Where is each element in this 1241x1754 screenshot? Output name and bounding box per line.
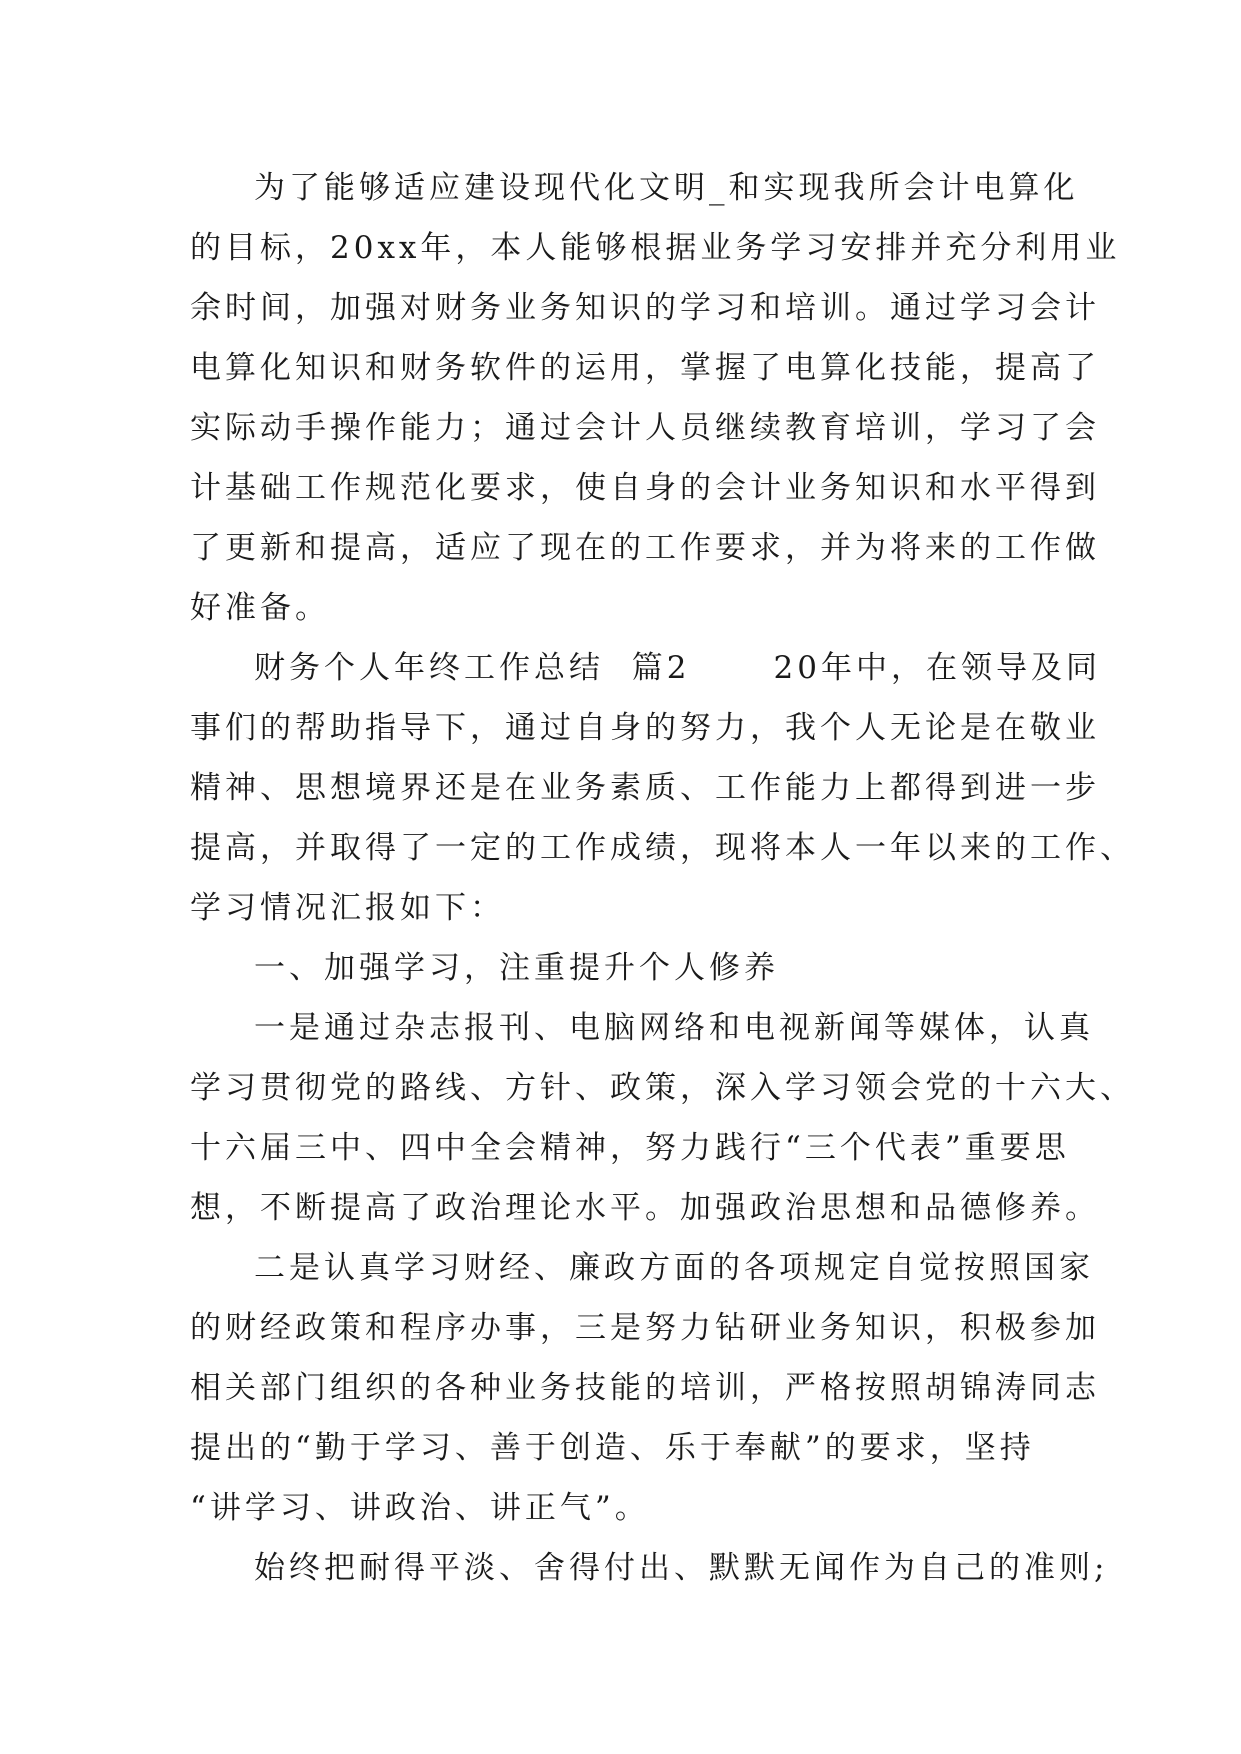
text-line: 了更新和提高，适应了现在的工作要求，并为将来的工作做 — [190, 530, 1100, 566]
text-line: 电算化知识和财务软件的运用，掌握了电算化技能，提高了 — [190, 350, 1100, 386]
text-line: 相关部门组织的各种业务技能的培训，严格按照胡锦涛同志 — [190, 1370, 1100, 1406]
subheading-line: 一、加强学习，注重提升个人修养 — [254, 950, 779, 986]
section-heading-line: 财务个人年终工作总结 篇2 20年中，在领导及同 — [254, 650, 1101, 686]
text-line: 精神、思想境界还是在业务素质、工作能力上都得到进一步 — [190, 770, 1100, 806]
text-line: 学习贯彻党的路线、方针、政策，深入学习领会党的十六大、 — [190, 1070, 1135, 1106]
text-line: 一是通过杂志报刊、电脑网络和电视新闻等媒体，认真 — [254, 1010, 1094, 1046]
text-line: 的财经政策和程序办事，三是努力钻研业务知识，积极参加 — [190, 1310, 1100, 1346]
text-line: 计基础工作规范化要求，使自身的会计业务知识和水平得到 — [190, 470, 1100, 506]
text-line: “讲学习、讲政治、讲正气”。 — [190, 1490, 650, 1526]
text-line: 提高，并取得了一定的工作成绩，现将本人一年以来的工作、 — [190, 830, 1135, 866]
text-line: 始终把耐得平淡、舍得付出、默默无闻作为自己的准则; — [254, 1550, 1109, 1586]
text-line: 余时间，加强对财务业务知识的学习和培训。通过学习会计 — [190, 290, 1100, 326]
text-line: 的目标，20xx年，本人能够根据业务学习安排并充分利用业 — [190, 230, 1121, 266]
document-body — [190, 158, 1135, 1598]
text-line: 为了能够适应建设现代化文明_和实现我所会计电算化 — [254, 170, 1079, 206]
text-line: 十六届三中、四中全会精神，努力践行“三个代表”重要思 — [190, 1130, 1070, 1166]
text-line: 事们的帮助指导下，通过自身的努力，我个人无论是在敬业 — [190, 710, 1100, 746]
text-line: 想，不断提高了政治理论水平。加强政治思想和品德修养。 — [190, 1190, 1100, 1226]
text-line: 二是认真学习财经、廉政方面的各项规定自觉按照国家 — [254, 1250, 1094, 1286]
text-line: 实际动手操作能力；通过会计人员继续教育培训，学习了会 — [190, 410, 1100, 446]
text-line: 提出的“勤于学习、善于创造、乐于奉献”的要求，坚持 — [190, 1430, 1035, 1466]
text-line: 好准备。 — [190, 590, 330, 626]
text-line: 学习情况汇报如下： — [190, 890, 505, 926]
